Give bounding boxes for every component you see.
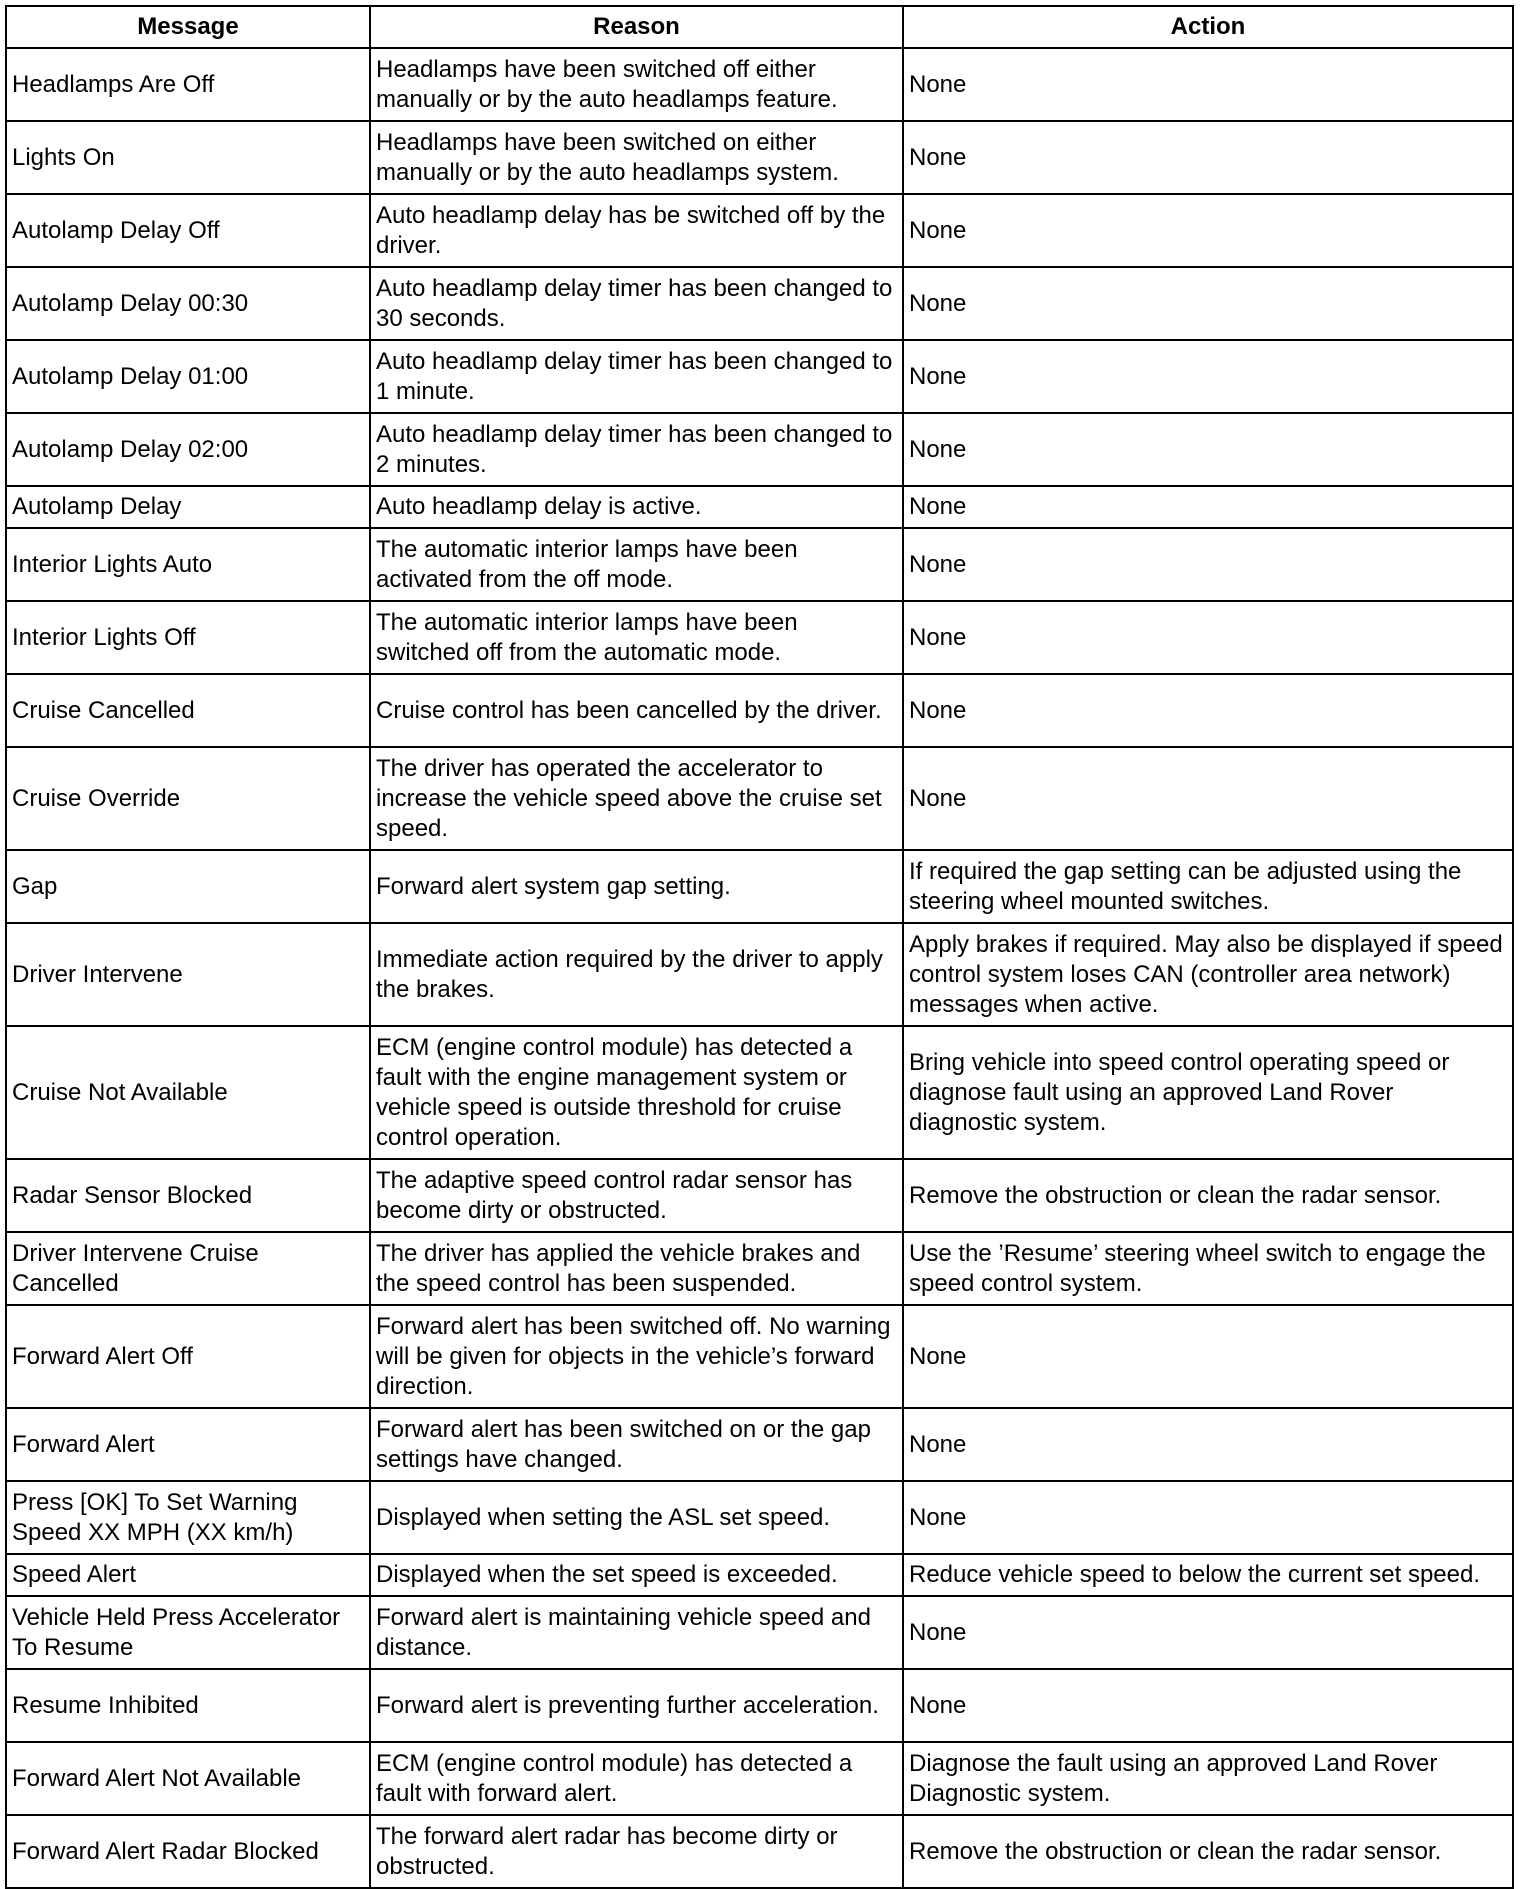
cell-message: Forward Alert [6,1408,370,1481]
cell-message: Autolamp Delay 02:00 [6,413,370,486]
table-row [6,1815,1513,1888]
cell-message: Forward Alert Off [6,1305,370,1408]
cell-message: Autolamp Delay [6,486,370,528]
table-row [6,850,1513,923]
cell-reason: The forward alert radar has become dirty or obstructed. [370,1815,903,1888]
table-row [6,601,1513,674]
cell-message: Cruise Cancelled [6,674,370,747]
cell-action: None [903,1408,1513,1481]
cell-reason: The automatic interior lamps have been switched off from the automatic mode. [370,601,903,674]
cell-message: Driver Intervene Cruise Cancelled [6,1232,370,1305]
cell-reason: ECM (engine control module) has detected a fault with forward alert. [370,1742,903,1815]
cell-reason: Auto headlamp delay is active. [370,486,903,528]
table-body [6,48,1513,1888]
cell-action: None [903,1481,1513,1554]
cell-message: Driver Intervene [6,923,370,1026]
cell-reason: Displayed when the set speed is exceeded. [370,1554,903,1596]
cell-reason: Auto headlamp delay has be switched off by the driver. [370,194,903,267]
header-message: Message [6,6,370,48]
table-row [6,267,1513,340]
table-row [6,1232,1513,1305]
table-row [6,1742,1513,1815]
cell-action: None [903,340,1513,413]
cell-action: None [903,528,1513,601]
cell-message: Cruise Override [6,747,370,850]
cell-action: None [903,194,1513,267]
cell-message: Cruise Not Available [6,1026,370,1159]
cell-message: Vehicle Held Press Accelerator To Resume [6,1596,370,1669]
header-action: Action [903,6,1513,48]
cell-action: Use the ’Resume’ steering wheel switch to engage the speed control system. [903,1232,1513,1305]
cell-reason: Immediate action required by the driver to apply the brakes. [370,923,903,1026]
cell-reason: Auto headlamp delay timer has been changed to 1 minute. [370,340,903,413]
cell-reason: ECM (engine control module) has detected a fault with the engine management system or vehicle speed is outside threshold for cruise control operation. [370,1026,903,1159]
cell-message: Autolamp Delay Off [6,194,370,267]
cell-reason: The automatic interior lamps have been activated from the off mode. [370,528,903,601]
cell-action: None [903,267,1513,340]
cell-action: Apply brakes if required. May also be displayed if speed control system loses CAN (controller area network) messages when active. [903,923,1513,1026]
cell-action: None [903,48,1513,121]
table-row [6,194,1513,267]
cell-action: None [903,1305,1513,1408]
table-row [6,1554,1513,1596]
table-row [6,1026,1513,1159]
cell-message: Gap [6,850,370,923]
message-table [5,5,1514,1889]
cell-action: Remove the obstruction or clean the radar sensor. [903,1815,1513,1888]
table-row [6,1481,1513,1554]
cell-message: Interior Lights Auto [6,528,370,601]
cell-reason: Auto headlamp delay timer has been changed to 30 seconds. [370,267,903,340]
header-reason: Reason [370,6,903,48]
cell-message: Interior Lights Off [6,601,370,674]
cell-message: Speed Alert [6,1554,370,1596]
cell-reason: Forward alert system gap setting. [370,850,903,923]
cell-action: Reduce vehicle speed to below the current set speed. [903,1554,1513,1596]
cell-action: None [903,413,1513,486]
table-row [6,486,1513,528]
table-row [6,747,1513,850]
cell-action: None [903,601,1513,674]
cell-reason: Headlamps have been switched off either manually or by the auto headlamps feature. [370,48,903,121]
cell-action: None [903,747,1513,850]
cell-reason: Headlamps have been switched on either manually or by the auto headlamps system. [370,121,903,194]
cell-action: Bring vehicle into speed control operating speed or diagnose fault using an approved Land Rover diagnostic system. [903,1026,1513,1159]
cell-action: None [903,674,1513,747]
table-row [6,923,1513,1026]
cell-action: If required the gap setting can be adjusted using the steering wheel mounted switches. [903,850,1513,923]
cell-reason: The driver has applied the vehicle brakes and the speed control has been suspended. [370,1232,903,1305]
cell-action: None [903,1596,1513,1669]
cell-reason: The adaptive speed control radar sensor has become dirty or obstructed. [370,1159,903,1232]
table-row [6,121,1513,194]
cell-message: Radar Sensor Blocked [6,1159,370,1232]
cell-reason: Displayed when setting the ASL set speed. [370,1481,903,1554]
cell-action: None [903,1669,1513,1742]
table-row [6,1669,1513,1742]
cell-reason: Forward alert has been switched on or the gap settings have changed. [370,1408,903,1481]
cell-reason: Forward alert is preventing further acceleration. [370,1669,903,1742]
cell-message: Lights On [6,121,370,194]
cell-message: Resume Inhibited [6,1669,370,1742]
table-row [6,528,1513,601]
cell-reason: Forward alert has been switched off. No warning will be given for objects in the vehicle’s forward direction. [370,1305,903,1408]
cell-action: Remove the obstruction or clean the radar sensor. [903,1159,1513,1232]
table-row [6,413,1513,486]
table-row [6,1305,1513,1408]
cell-message: Press [OK] To Set Warning Speed XX MPH (XX km/h) [6,1481,370,1554]
cell-message: Forward Alert Radar Blocked [6,1815,370,1888]
table-row [6,674,1513,747]
table-row [6,48,1513,121]
cell-message: Forward Alert Not Available [6,1742,370,1815]
cell-message: Autolamp Delay 01:00 [6,340,370,413]
cell-reason: Cruise control has been cancelled by the driver. [370,674,903,747]
cell-reason: The driver has operated the accelerator to increase the vehicle speed above the cruise set speed. [370,747,903,850]
cell-message: Headlamps Are Off [6,48,370,121]
cell-action: Diagnose the fault using an approved Land Rover Diagnostic system. [903,1742,1513,1815]
table-row [6,1159,1513,1232]
table-header-row [6,6,1513,48]
cell-reason: Forward alert is maintaining vehicle speed and distance. [370,1596,903,1669]
cell-action: None [903,121,1513,194]
cell-action: None [903,486,1513,528]
cell-reason: Auto headlamp delay timer has been changed to 2 minutes. [370,413,903,486]
cell-message: Autolamp Delay 00:30 [6,267,370,340]
table-row [6,1596,1513,1669]
table-row [6,1408,1513,1481]
table-row [6,340,1513,413]
